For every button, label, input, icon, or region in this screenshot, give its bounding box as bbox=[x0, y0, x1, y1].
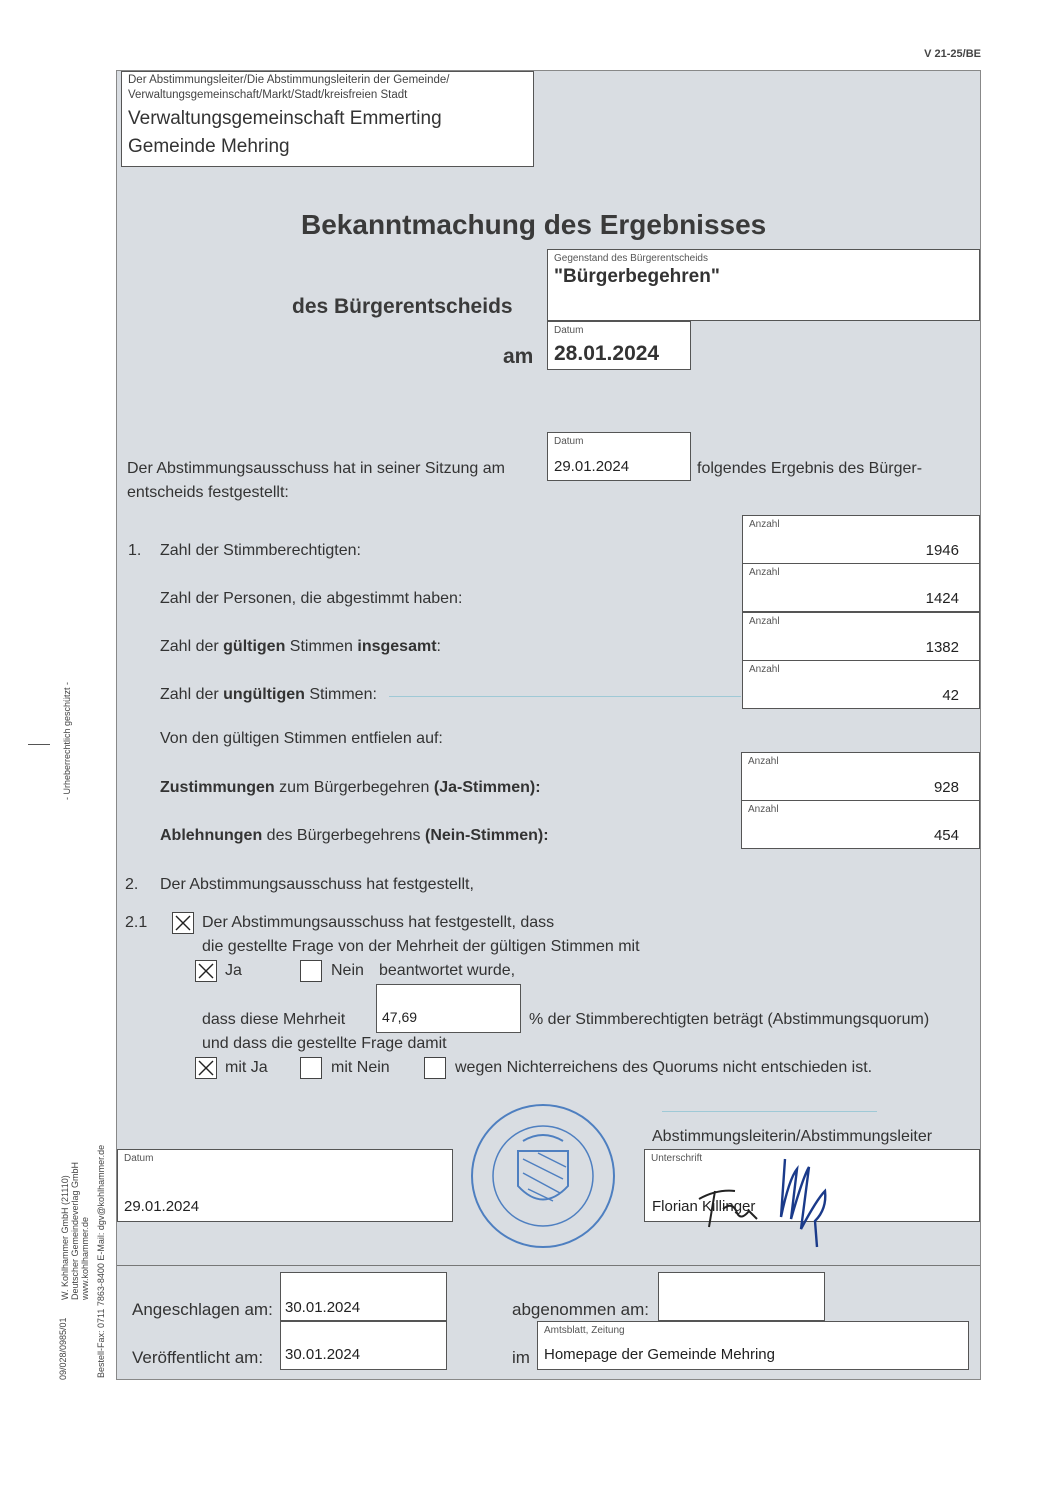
published-date-value: 30.01.2024 bbox=[285, 1346, 361, 1363]
section-2-intro: Der Abstimmungsausschuss hat festgestellt, bbox=[160, 876, 474, 893]
margin-dash bbox=[28, 744, 50, 745]
eligible-voters-value: 1946 bbox=[925, 542, 959, 559]
signature-date-value: 29.01.2024 bbox=[124, 1198, 200, 1215]
voters-label: Zahl der Personen, die abgestimmt haben: bbox=[160, 590, 463, 607]
removed-date-box[interactable] bbox=[658, 1272, 825, 1321]
valid-votes-box bbox=[742, 612, 980, 661]
majority-text: dass diese Mehrheit bbox=[202, 1011, 346, 1028]
nein-checkbox[interactable] bbox=[300, 960, 322, 982]
valid-votes-label: Zahl der gültigen Stimmen insgesamt: bbox=[160, 638, 441, 655]
session-text-line2: entscheids festgestellt: bbox=[127, 484, 289, 501]
count-caption: Anzahl bbox=[749, 616, 780, 627]
yes-votes-value: 928 bbox=[933, 779, 959, 796]
subject-caption: Gegenstand des Bürgerentscheids bbox=[554, 253, 708, 264]
margin-order-info: Bestell-Fax: 0711 7863-8400 E-Mail: dgv@kohlhammer.de bbox=[96, 1144, 106, 1378]
medium-caption: Amtsblatt, Zeitung bbox=[544, 1325, 625, 1336]
invalid-votes-guide-line bbox=[389, 696, 741, 697]
removed-label: abgenommen am: bbox=[512, 1300, 650, 1319]
published-label: Veröffentlicht am: bbox=[132, 1348, 264, 1367]
vote-date-box bbox=[547, 321, 691, 370]
voters-box bbox=[742, 563, 980, 612]
signer-name: Florian Killinger bbox=[652, 1198, 756, 1215]
count-caption: Anzahl bbox=[748, 756, 779, 767]
divider-line bbox=[117, 1265, 980, 1266]
posted-label: Angeschlagen am: bbox=[132, 1300, 273, 1319]
copyright-note: - Urheberrechtlich geschützt - bbox=[62, 681, 72, 800]
session-date-value: 29.01.2024 bbox=[554, 458, 630, 475]
handwritten-signature-icon bbox=[677, 1139, 847, 1254]
voters-value: 1424 bbox=[925, 590, 959, 607]
margin-publisher-3: www.kohlhammer.de bbox=[80, 1216, 90, 1300]
signature-date-caption: Datum bbox=[124, 1153, 154, 1164]
date-prefix: am bbox=[503, 345, 534, 368]
subject-prefix: des Bürgerentscheids bbox=[292, 295, 513, 318]
majority-post-text: % der Stimmberechtigten beträgt (Abstimmungsquorum) bbox=[529, 1011, 930, 1028]
margin-code: 09/028/0985/01 bbox=[58, 1317, 68, 1380]
breakdown-intro: Von den gültigen Stimmen entfielen auf: bbox=[160, 730, 443, 747]
finding-line-1: Der Abstimmungsausschuss hat festgestellt, dass bbox=[202, 914, 555, 931]
medium-value: Homepage der Gemeinde Mehring bbox=[544, 1346, 775, 1363]
in-label: im bbox=[512, 1348, 530, 1367]
no-votes-value: 454 bbox=[933, 827, 959, 844]
posted-date-value: 30.01.2024 bbox=[285, 1299, 361, 1316]
session-text: Der Abstimmungsausschuss hat in seiner Sitzung am bbox=[127, 460, 505, 477]
section-1-number: 1. bbox=[128, 542, 142, 559]
eligible-voters-box bbox=[742, 515, 980, 564]
official-seal-icon bbox=[468, 1101, 618, 1251]
valid-votes-value: 1382 bbox=[925, 639, 959, 656]
authority-caption-2: Verwaltungsgemeinschaft/Markt/Stadt/kreisfreien Stadt bbox=[128, 89, 408, 101]
yes-votes-box bbox=[741, 752, 980, 801]
margin-publisher-2: Deutscher Gemeindeverlag GmbH bbox=[70, 1161, 80, 1300]
session-date-box bbox=[547, 432, 691, 481]
quorum-checkbox[interactable] bbox=[424, 1057, 446, 1079]
count-caption: Anzahl bbox=[749, 567, 780, 578]
authority-name-2: Gemeinde Mehring bbox=[128, 136, 290, 157]
count-caption: Anzahl bbox=[749, 519, 780, 530]
no-votes-box bbox=[741, 800, 980, 849]
count-caption: Anzahl bbox=[748, 804, 779, 815]
answered-text: beantwortet wurde, bbox=[379, 962, 516, 979]
vote-date-value: 28.01.2024 bbox=[554, 342, 660, 365]
mit-ja-checkbox[interactable] bbox=[195, 1057, 217, 1079]
published-date-box bbox=[280, 1321, 447, 1370]
mit-nein-checkbox[interactable] bbox=[300, 1057, 322, 1079]
vote-date-caption: Datum bbox=[554, 325, 584, 336]
eligible-voters-label: Zahl der Stimmberechtigten: bbox=[160, 542, 361, 559]
invalid-votes-value: 42 bbox=[942, 687, 959, 704]
document-title: Bekanntmachung des Ergebnisses bbox=[301, 209, 767, 240]
session-date-caption: Datum bbox=[554, 436, 584, 447]
authority-box bbox=[121, 71, 534, 167]
signature-date-box bbox=[117, 1149, 453, 1222]
invalid-votes-label: Zahl der ungültigen Stimmen: bbox=[160, 686, 377, 703]
section-2-number: 2. bbox=[125, 876, 139, 893]
subject-box bbox=[547, 249, 980, 321]
signature-guide-line bbox=[662, 1111, 877, 1112]
authority-caption-1: Der Abstimmungsleiter/Die Abstimmungsleiterin der Gemeinde/ bbox=[128, 74, 450, 86]
count-caption: Anzahl bbox=[749, 664, 780, 675]
invalid-votes-box bbox=[742, 660, 980, 709]
ja-label: Ja bbox=[225, 962, 242, 979]
mit-nein-label: mit Nein bbox=[331, 1059, 390, 1076]
finding-checkbox[interactable] bbox=[172, 912, 194, 934]
form-code: V 21-25/BE bbox=[924, 48, 981, 60]
nein-label: Nein bbox=[331, 962, 364, 979]
no-votes-label: Ablehnungen des Bürgerbegehrens (Nein-Stimmen): bbox=[160, 827, 549, 844]
finding-line-2: die gestellte Frage von der Mehrheit der gültigen Stimmen mit bbox=[202, 938, 640, 955]
mit-ja-label: mit Ja bbox=[225, 1059, 268, 1076]
majority-value: 47,69 bbox=[382, 1009, 418, 1025]
majority-box bbox=[376, 984, 521, 1033]
yes-votes-label: Zustimmungen zum Bürgerbegehren (Ja-Stimmen): bbox=[160, 779, 541, 796]
medium-box bbox=[537, 1321, 969, 1370]
not-decided-text: wegen Nichterreichens des Quorums nicht entschieden ist. bbox=[455, 1059, 873, 1076]
session-text-after: folgendes Ergebnis des Bürger- bbox=[697, 460, 923, 477]
signer-role: Abstimmungsleiterin/Abstimmungsleiter bbox=[652, 1128, 933, 1145]
signature-caption: Unterschrift bbox=[651, 1153, 703, 1164]
result-form bbox=[116, 70, 981, 1380]
ja-checkbox[interactable] bbox=[195, 960, 217, 982]
margin-publisher-1: W. Kohlhammer GmbH (21110) bbox=[60, 1175, 70, 1300]
authority-name-1: Verwaltungsgemeinschaft Emmerting bbox=[128, 108, 442, 129]
decided-text: und dass die gestellte Frage damit bbox=[202, 1035, 447, 1052]
posted-date-box bbox=[280, 1272, 447, 1321]
subject-value: "Bürgerbegehren" bbox=[554, 266, 720, 287]
section-2-1-number: 2.1 bbox=[125, 914, 148, 931]
